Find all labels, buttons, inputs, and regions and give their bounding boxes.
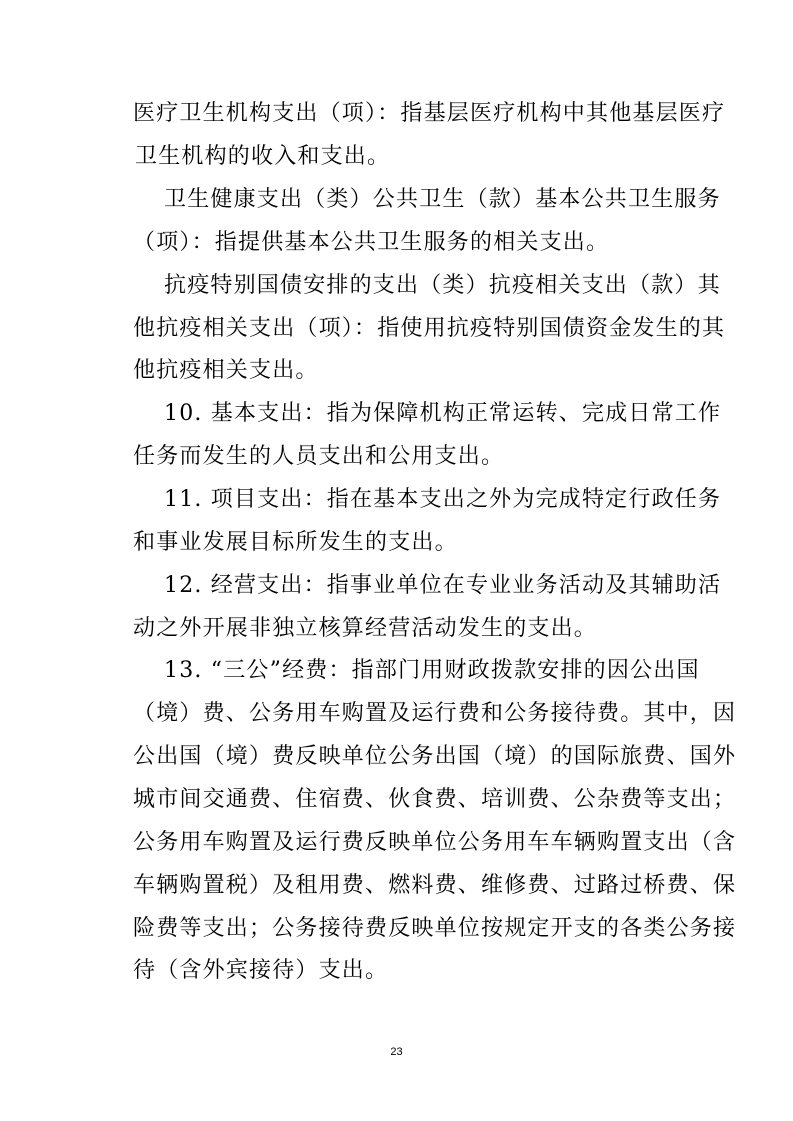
text-line: 卫生机构的收入和支出。 <box>135 144 391 169</box>
text-line: （境）费、公务用车购置及运行费和公务接待费。其中，因 <box>133 701 737 726</box>
text-line: 公务用车购置及运行费反映单位公务用车车辆购置支出（含 <box>133 830 737 855</box>
text-line: 他抗疫相关支出。 <box>133 358 319 383</box>
page-number: 23 <box>390 1046 403 1058</box>
text-line: 医疗卫生机构支出（项）：指基层医疗机构中其他基层医疗 <box>133 101 726 126</box>
text-line: 卫生健康支出（类）公共卫生（款）基本公共卫生服务 <box>164 187 721 212</box>
text-line: 他抗疫相关支出（项）：指使用抗疫特别国债资金发生的其 <box>133 316 726 341</box>
text-line: 抗疫特别国债安排的支出（类）抗疫相关支出（款）其 <box>164 273 721 298</box>
text-line: 12. 经营支出：指事业单位在专业业务活动及其辅助活 <box>164 573 722 598</box>
text-line: 13. “三公”经费：指部门用财政拨款安排的因公出国 <box>164 658 700 683</box>
text-line: 城市间交通费、住宿费、伙食费、培训费、公杂费等支出； <box>133 787 737 812</box>
text-line: 10. 基本支出：指为保障机构正常运转、完成日常工作 <box>164 401 722 426</box>
text-line: 11. 项目支出：指在基本支出之外为完成特定行政任务 <box>164 487 722 512</box>
text-line: 待（含外宾接待）支出。 <box>133 958 389 983</box>
text-line: 动之外开展非独立核算经营活动发生的支出。 <box>133 616 598 641</box>
text-line: 和事业发展目标所发生的支出。 <box>133 530 458 555</box>
text-line: （项）：指提供基本公共卫生服务的相关支出。 <box>133 230 610 255</box>
text-line: 任务而发生的人员支出和公用支出。 <box>133 444 505 469</box>
text-line: 险费等支出；公务接待费反映单位按规定开支的各类公务接 <box>133 916 737 941</box>
text-line: 车辆购置税）及租用费、燃料费、维修费、过路过桥费、保 <box>133 873 737 898</box>
text-line: 公出国（境）费反映单位公务出国（境）的国际旅费、国外 <box>133 744 737 769</box>
